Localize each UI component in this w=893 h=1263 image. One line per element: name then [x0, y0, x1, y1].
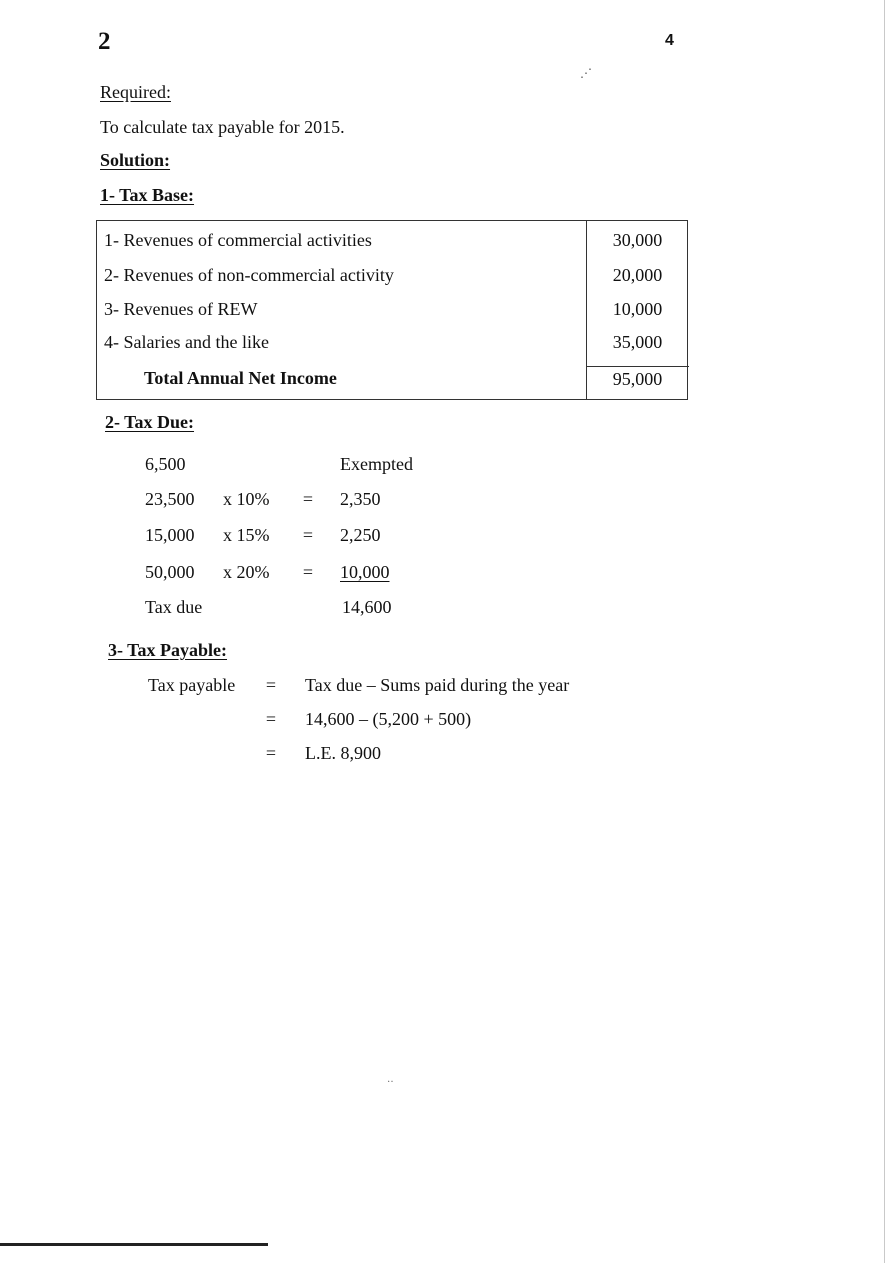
tax-payable-line: L.E. 8,900 [305, 743, 381, 763]
tax-due-amount: 15,000 [145, 525, 195, 545]
table-row-label: 1- Revenues of commercial activities [104, 230, 372, 250]
equals-sign: = [302, 525, 314, 545]
equals-sign: = [265, 743, 277, 763]
solution-heading: Solution: [100, 150, 171, 170]
tax-payable-line: 14,600 – (5,200 + 500) [305, 709, 472, 729]
total-income-box [586, 366, 689, 400]
tax-due-result: 2,350 [340, 489, 381, 509]
tax-base-heading: 1- Tax Base: [100, 185, 195, 205]
table-row-value: 30,000 [612, 230, 663, 250]
scan-speck: ⋰ [580, 66, 592, 80]
tax-due-amount: 50,000 [145, 562, 195, 582]
tax-payable-heading: 3- Tax Payable: [108, 640, 228, 660]
equals-sign: = [302, 489, 314, 509]
table-row-value: 35,000 [612, 332, 663, 352]
tax-due-amount: 6,500 [145, 454, 186, 474]
table-row-value: 20,000 [612, 265, 663, 285]
total-income-value: 95,000 [612, 369, 663, 389]
tax-payable-label: Tax payable [148, 675, 236, 695]
table-row-label: 2- Revenues of non-commercial activity [104, 265, 394, 285]
tax-due-heading: 2- Tax Due: [105, 412, 195, 432]
required-heading: Required: [100, 82, 171, 102]
tax-due-result: Exempted [340, 454, 413, 474]
tax-due-rate: x 10% [223, 489, 270, 509]
table-row-label: 4- Salaries and the like [104, 332, 269, 352]
tax-due-rate: x 20% [223, 562, 270, 582]
scan-speck: ‥ [387, 1074, 394, 1085]
equals-sign: = [265, 675, 277, 695]
equals-sign: = [265, 709, 277, 729]
tax-base-table [96, 220, 688, 400]
total-income-label: Total Annual Net Income [144, 368, 337, 388]
page-number-left: 2 [98, 28, 111, 55]
required-text: To calculate tax payable for 2015. [100, 117, 345, 137]
table-row-label: 3- Revenues of REW [104, 299, 258, 319]
equals-sign: = [302, 562, 314, 582]
tax-due-result: 2,250 [340, 525, 381, 545]
page-number-right: 4 [665, 32, 674, 49]
table-row-value: 10,000 [612, 299, 663, 319]
page-edge-line [884, 0, 885, 1263]
bottom-rule-line [0, 1243, 268, 1246]
tax-due-total-label: Tax due [145, 597, 203, 617]
tax-due-total-value: 14,600 [342, 597, 392, 617]
tax-payable-line: Tax due – Sums paid during the year [305, 675, 570, 695]
tax-due-amount: 23,500 [145, 489, 195, 509]
tax-due-rate: x 15% [223, 525, 270, 545]
tax-due-result: 10,000 [340, 562, 390, 582]
